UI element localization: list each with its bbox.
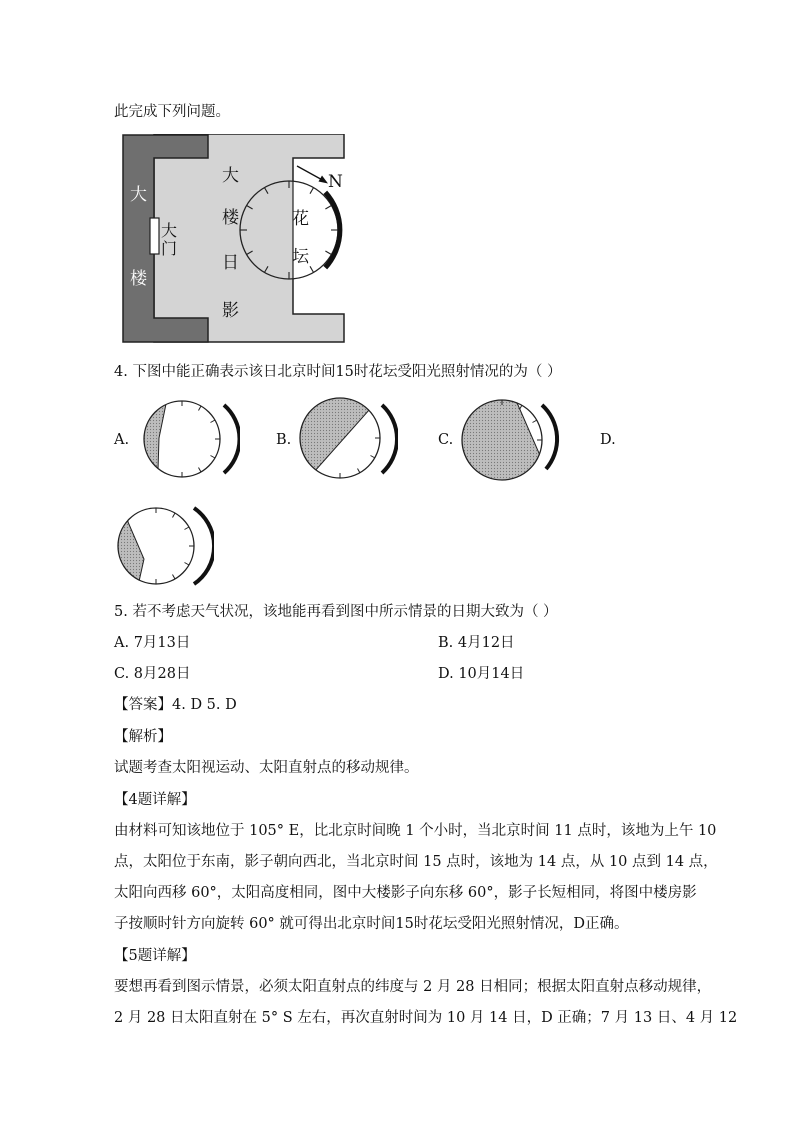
- detail-4-line-1: 由材料可知该地位于 105° E，比北京时间晚 1 个小时，当北京时间 11 点时，该地为上午 10: [114, 823, 717, 839]
- gate-label-1: 大: [161, 221, 178, 240]
- analysis-title: 【解析】: [114, 729, 172, 745]
- option-4d-label: D.: [600, 432, 616, 448]
- gate-rect: [150, 218, 159, 254]
- option-5a: A. 7月13日: [114, 635, 191, 651]
- question-4-text: 4. 下图中能正确表示该日北京时间15时花坛受阳光照射情况的为（ ）: [114, 364, 562, 380]
- intro-text: 此完成下列问题。: [114, 104, 230, 120]
- option-d-diagram: [114, 502, 214, 592]
- building-shadow-figure: [122, 134, 346, 344]
- detail-4-line-4: 子按顺时针方向旋转 60° 就可得出北京时间15时花坛受阳光照射情况，D正确。: [114, 916, 629, 932]
- option-4a-label: A.: [114, 432, 130, 448]
- detail-4-line-3: 太阳向西移 60°，太阳高度相同，图中大楼影子向东移 60°，影子长短相同，将图中楼房影: [114, 885, 697, 901]
- answer-line: 【答案】4. D 5. D: [114, 697, 237, 713]
- gate-label-2: 门: [161, 239, 178, 258]
- option-4c-label: C.: [438, 432, 454, 448]
- question-5-text: 5. 若不考虑天气状况，该地能再看到图中所示情景的日期大致为（ ）: [114, 604, 558, 620]
- shadow-label-4: 影: [222, 301, 239, 321]
- detail-4-line-2: 点，太阳位于东南，影子朝向西北，当北京时间 15 点时，该地为 14 点，从 10 点到 14 点，: [114, 854, 718, 870]
- detail-5-line-2: 2 月 28 日太阳直射在 5° S 左右，再次直射时间为 10 月 14 日，D 正确；7 月 13 日、4 月 12: [114, 1010, 738, 1026]
- option-b-diagram: [298, 393, 398, 485]
- flowerbed-label-1: 花: [292, 209, 309, 229]
- option-5c: C. 8月28日: [114, 666, 191, 682]
- option-5b: B. 4月12日: [438, 635, 515, 651]
- detail-4-title: 【4题详解】: [114, 792, 196, 808]
- building-label-2: 楼: [130, 269, 147, 289]
- detail-5-title: 【5题详解】: [114, 948, 196, 964]
- north-label: N: [328, 172, 343, 192]
- shadow-label-2: 楼: [222, 208, 239, 228]
- option-c-diagram: [460, 395, 560, 487]
- shadow-label-1: 大: [222, 166, 239, 186]
- option-4b-label: B.: [276, 432, 292, 448]
- flowerbed-label-2: 坛: [292, 247, 309, 267]
- shadow-label-3: 日: [222, 253, 239, 273]
- building-label-1: 大: [130, 185, 147, 205]
- detail-5-line-1: 要想再看到图示情景，必须太阳直射点的纬度与 2 月 28 日相同；根据太阳直射点移动规律，: [114, 979, 712, 995]
- option-a-diagram: [140, 395, 240, 485]
- north-arrow-icon: [319, 176, 329, 184]
- analysis-text: 试题考查太阳视运动、太阳直射点的移动规律。: [114, 760, 419, 776]
- option-5d: D. 10月14日: [438, 666, 525, 682]
